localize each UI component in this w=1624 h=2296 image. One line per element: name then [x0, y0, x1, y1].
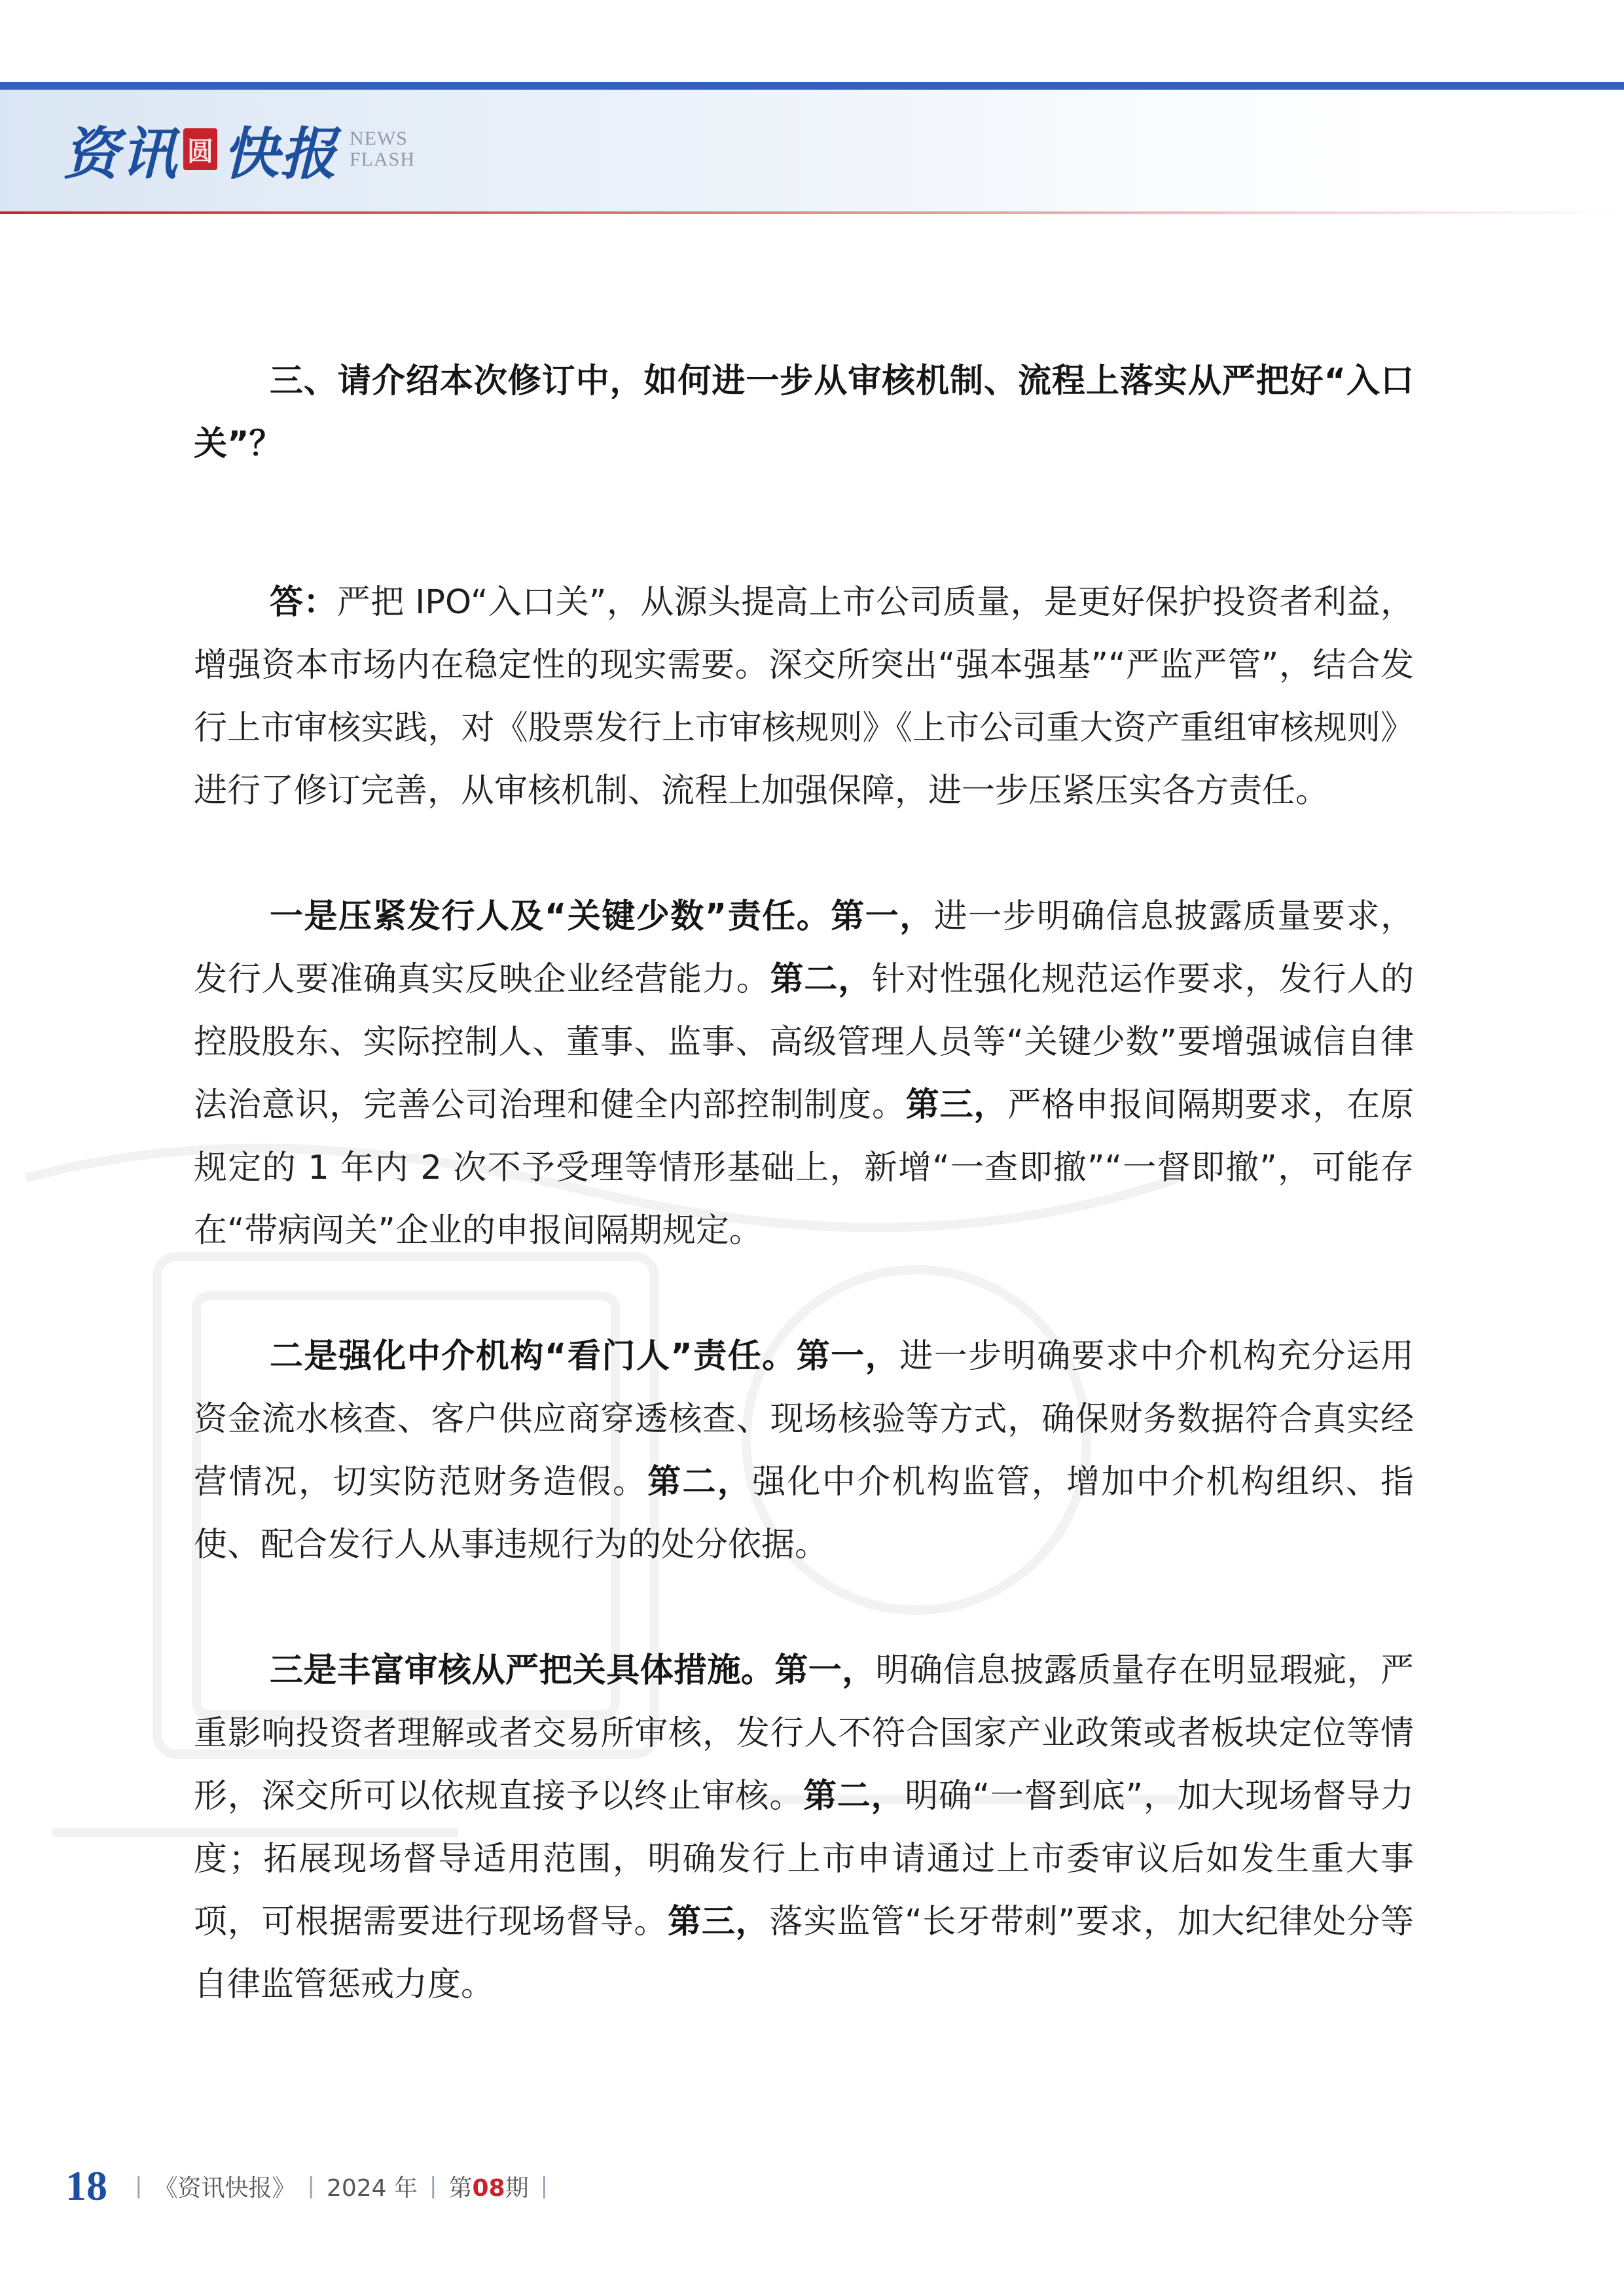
answer-label: 答： [270, 583, 337, 622]
footer-issue-suffix: 期 [505, 2174, 529, 2202]
question-title: 三、请介绍本次修订中，如何进一步从审核机制、流程上落实从严把好“入口关”？ [194, 362, 1414, 463]
section-1-heading: 一是压紧发行人及“关键少数”责任。 [270, 897, 831, 936]
section-2-heading: 二是强化中介机构“看门人”责任。 [270, 1337, 797, 1376]
masthead-title-left: 资讯 [63, 121, 178, 187]
section-2-text-2: 强化中介机构监管，增加中介机构组织、指使、配合发行人从事违规行为的处分依据。 [194, 1463, 1414, 1564]
article-body [194, 350, 1414, 2079]
section-1-marker-1: 第一， [831, 897, 934, 936]
section-3-heading: 三是丰富审核从严把关具体措施。 [270, 1651, 775, 1690]
section-3-text-2: 明确“一督到底”，加大现场督导力度；拓展现场督导适用范围，明确发行上市申请通过上市委审议后如发生重大事项，可根据需要进行现场督导。 [194, 1777, 1414, 1941]
page-footer [65, 2160, 560, 2212]
masthead-logo [63, 110, 415, 188]
masthead-english-flash: FLASH [350, 149, 416, 170]
footer-issue-number: 08 [472, 2174, 505, 2202]
section-1-text-3: 严格申报间隔期要求，在原规定的 1 年内 2 次不予受理等情形基础上，新增“一查即撤”“一督即撤”，可能存在“带病闯关”企业的申报间隔期规定。 [194, 1086, 1414, 1250]
section-1-marker-2: 第二， [770, 960, 872, 999]
footer-separator: | [307, 2173, 315, 2199]
masthead-title-right: 快报 [223, 121, 338, 187]
page-number: 18 [65, 2162, 107, 2209]
header-bottom-rule [0, 211, 1624, 214]
section-3-marker-3: 第三， [668, 1903, 770, 1941]
section-3-text-1: 明确信息披露质量存在明显瑕疵，严重影响投资者理解或者交易所审核，发行人不符合国家产业政策或者板块定位等情形，深交所可以依规直接予以终止审核。 [194, 1651, 1414, 1816]
footer-separator: | [135, 2173, 143, 2199]
section-3-marker-1: 第一， [774, 1651, 876, 1690]
footer-separator: | [540, 2173, 549, 2199]
header-top-rule [0, 82, 1624, 90]
footer-issue-prefix: 第 [448, 2174, 473, 2202]
section-3-text-3: 落实监管“长牙带刺”要求，加大纪律处分等自律监管惩戒力度。 [194, 1903, 1414, 2004]
footer-publication: 《资讯快报》 [154, 2174, 296, 2202]
masthead-english [350, 128, 415, 170]
footer-issue [448, 2170, 528, 2203]
section-1-paragraph [194, 886, 1414, 1263]
section-2-marker-2: 第二， [647, 1463, 753, 1501]
answer-text: 严把 IPO“入口关”，从源头提高上市公司质量，是更好保护投资者利益，增强资本市场内在稳定性的现实需要。深交所突出“强本强基”“严监严管”，结合发行上市审核实践，对《股票发行上市审核规则》《上市公司重大资产重组审核规则》进行了修订完善，从审核机制、流程上加强保障，进一步压紧压实各方责任。 [194, 583, 1414, 810]
answer-paragraph [194, 571, 1414, 823]
section-2-text-1: 进一步明确要求中介机构充分运用资金流水核查、客户供应商穿透核查、现场核验等方式，确保财务数据符合真实经营情况，切实防范财务造假。 [194, 1337, 1414, 1501]
section-3-marker-2: 第二， [803, 1777, 905, 1816]
section-1-text-1: 进一步明确信息披露质量要求，发行人要准确真实反映企业经营能力。 [194, 897, 1414, 999]
section-2-marker-1: 第一， [796, 1337, 900, 1376]
masthead-english-news: NEWS [350, 128, 408, 149]
section-3-paragraph [194, 1640, 1414, 2017]
footer-separator: | [429, 2173, 437, 2199]
seal-icon: 圆 [183, 128, 217, 170]
section-2-paragraph [194, 1325, 1414, 1577]
section-1-text-2: 针对性强化规范运作要求，发行人的控股股东、实际控制人、董事、监事、高级管理人员等“关键少数”要增强诚信自律法治意识，完善公司治理和健全内部控制制度。 [194, 960, 1414, 1124]
footer-year: 2024 年 [326, 2174, 418, 2202]
section-1-marker-3: 第三， [905, 1086, 1008, 1124]
